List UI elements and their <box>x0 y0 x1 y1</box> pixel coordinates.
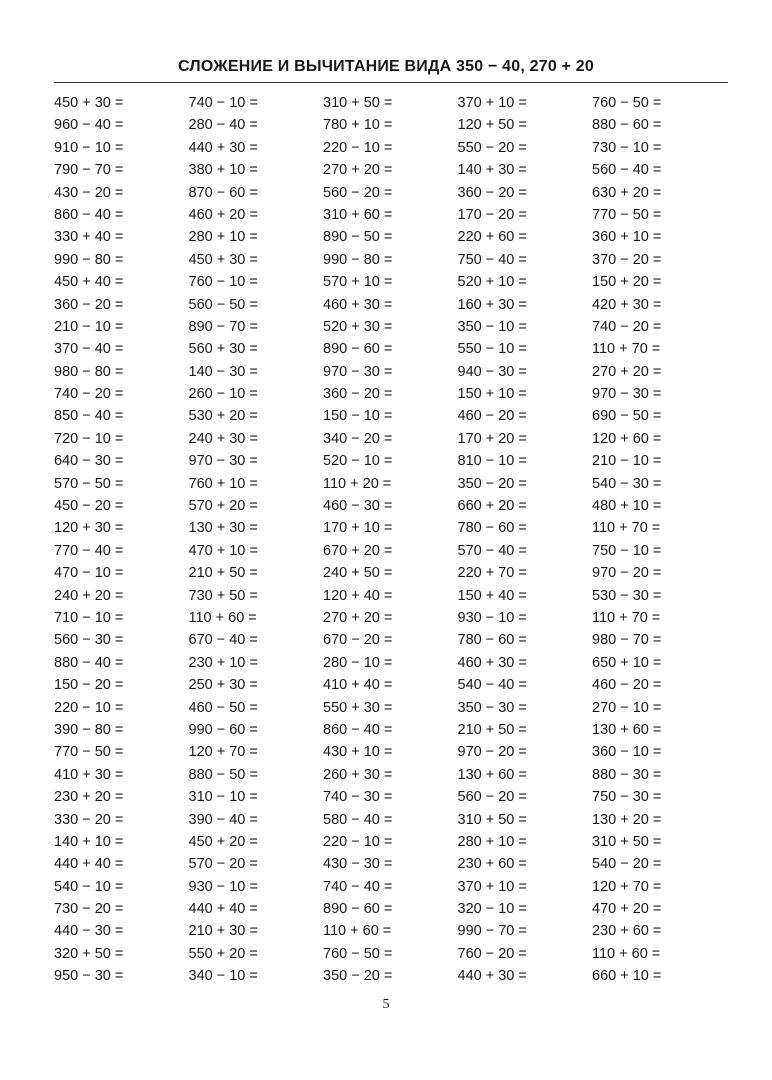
exercise-item: 150 − 20 = <box>54 677 124 694</box>
exercise-item: 890 − 50 = <box>323 229 393 246</box>
exercise-item: 150 − 10 = <box>323 408 393 425</box>
exercise-item: 670 − 40 = <box>188 632 258 649</box>
exercise-item: 880 − 60 = <box>592 117 662 134</box>
exercise-item: 860 − 40 = <box>54 206 124 223</box>
exercise-item: 420 + 30 = <box>592 296 662 313</box>
title-underline <box>54 82 728 83</box>
exercise-item: 440 + 30 = <box>188 139 258 156</box>
exercise-item: 890 − 70 = <box>188 318 258 335</box>
exercise-item: 230 + 10 = <box>188 654 258 671</box>
exercise-item: 160 + 30 = <box>457 296 527 313</box>
exercise-item: 140 + 10 = <box>54 833 124 850</box>
exercise-item: 450 − 20 = <box>54 498 124 515</box>
exercise-item: 990 − 80 = <box>323 251 393 268</box>
exercise-item: 240 + 50 = <box>323 565 393 582</box>
exercise-item: 380 + 10 = <box>188 162 258 179</box>
exercise-item: 870 − 60 = <box>188 184 258 201</box>
exercise-item: 370 − 20 = <box>592 251 662 268</box>
exercise-item: 410 + 40 = <box>323 677 393 694</box>
exercise-item: 750 − 10 = <box>592 542 662 559</box>
exercise-item: 270 + 20 = <box>323 609 393 626</box>
exercise-item: 640 − 30 = <box>54 453 124 470</box>
exercise-item: 220 + 70 = <box>457 565 527 582</box>
exercise-item: 110 + 60 = <box>592 945 661 962</box>
exercise-grid <box>54 92 734 988</box>
exercise-item: 770 − 40 = <box>54 542 124 559</box>
exercise-item: 980 − 70 = <box>592 632 662 649</box>
exercise-item: 790 − 70 = <box>54 162 124 179</box>
exercise-item: 130 + 30 = <box>188 520 258 537</box>
exercise-item: 760 − 50 = <box>592 95 662 111</box>
exercise-item: 550 + 20 = <box>188 945 258 962</box>
exercise-item: 280 + 10 = <box>457 833 527 850</box>
exercise-item: 210 − 10 = <box>592 453 662 470</box>
exercise-item: 170 + 20 = <box>457 430 527 447</box>
exercise-item: 520 + 10 = <box>457 274 527 291</box>
exercise-item: 710 − 10 = <box>54 609 124 626</box>
exercise-item: 130 + 20 = <box>592 811 662 828</box>
exercise-item: 220 + 60 = <box>457 229 527 246</box>
exercise-item: 450 + 20 = <box>188 833 258 850</box>
exercise-item: 540 − 40 = <box>457 677 527 694</box>
exercise-item: 230 + 20 = <box>54 789 124 806</box>
exercise-item: 450 + 30 = <box>54 95 124 111</box>
exercise-item: 460 − 20 = <box>592 677 662 694</box>
exercise-item: 110 + 60 = <box>188 609 257 626</box>
exercise-item: 360 − 10 = <box>592 744 662 761</box>
exercise-item: 970 − 30 = <box>323 363 393 380</box>
exercise-item: 330 − 20 = <box>54 811 124 828</box>
exercise-item: 570 + 10 = <box>323 274 393 291</box>
exercise-item: 260 − 10 = <box>188 386 258 403</box>
exercise-item: 310 + 50 = <box>592 833 662 850</box>
exercise-item: 440 + 40 = <box>54 856 124 873</box>
exercise-item: 310 + 50 = <box>323 95 393 111</box>
exercise-item: 740 − 20 = <box>54 386 124 403</box>
exercise-item: 350 − 20 = <box>457 475 527 492</box>
exercise-item: 150 + 40 = <box>457 587 527 604</box>
exercise-item: 560 − 50 = <box>188 296 258 313</box>
exercise-item: 520 − 10 = <box>323 453 393 470</box>
exercise-item: 240 + 30 = <box>188 430 258 447</box>
exercise-item: 890 − 60 = <box>323 341 393 358</box>
exercise-item: 810 − 10 = <box>457 453 527 470</box>
exercise-item: 430 + 10 = <box>323 744 393 761</box>
exercise-item: 530 − 30 = <box>592 587 662 604</box>
exercise-item: 550 + 30 = <box>323 699 393 716</box>
exercise-item: 570 − 40 = <box>457 542 527 559</box>
exercise-item: 120 + 60 = <box>592 430 662 447</box>
exercise-item: 370 + 10 = <box>457 95 527 111</box>
exercise-item: 220 − 10 = <box>323 139 393 156</box>
exercise-item: 560 − 20 = <box>457 789 527 806</box>
exercise-item: 120 + 50 = <box>457 117 527 134</box>
exercise-item: 880 − 50 = <box>188 766 258 783</box>
exercise-item: 210 + 50 = <box>188 565 258 582</box>
exercise-item: 120 + 40 = <box>323 587 393 604</box>
exercise-item: 730 + 50 = <box>188 587 258 604</box>
exercise-item: 970 − 30 = <box>592 386 662 403</box>
exercise-item: 140 − 30 = <box>188 363 258 380</box>
exercise-item: 310 + 60 = <box>323 206 393 223</box>
exercise-item: 530 + 20 = <box>188 408 258 425</box>
exercise-item: 260 + 30 = <box>323 766 393 783</box>
exercise-item: 370 + 10 = <box>457 878 527 895</box>
exercise-item: 390 − 40 = <box>188 811 258 828</box>
exercise-item: 990 − 80 = <box>54 251 124 268</box>
exercise-item: 740 − 10 = <box>188 95 258 111</box>
exercise-item: 540 − 20 = <box>592 856 662 873</box>
exercise-item: 390 − 80 = <box>54 721 124 738</box>
exercise-item: 570 − 20 = <box>188 856 258 873</box>
exercise-item: 770 − 50 = <box>54 744 124 761</box>
exercise-item: 770 − 50 = <box>592 206 662 223</box>
exercise-item: 750 − 30 = <box>592 789 662 806</box>
exercise-item: 560 + 30 = <box>188 341 258 358</box>
exercise-item: 210 + 50 = <box>457 721 527 738</box>
exercise-item: 150 + 20 = <box>592 274 662 291</box>
exercise-item: 960 − 40 = <box>54 117 124 134</box>
exercise-item: 550 − 10 = <box>457 341 527 358</box>
exercise-item: 270 + 20 = <box>592 363 662 380</box>
exercise-item: 470 + 20 = <box>592 901 662 918</box>
exercise-item: 360 − 20 = <box>323 386 393 403</box>
exercise-item: 460 + 30 = <box>457 654 527 671</box>
exercise-item: 460 − 20 = <box>457 408 527 425</box>
exercise-item: 450 + 30 = <box>188 251 258 268</box>
page-number: 5 <box>382 997 390 1012</box>
exercise-item: 780 − 60 = <box>457 632 527 649</box>
exercise-item: 560 − 20 = <box>323 184 393 201</box>
exercise-item: 460 + 20 = <box>188 206 258 223</box>
exercise-item: 460 − 50 = <box>188 699 258 716</box>
page-title: СЛОЖЕНИЕ И ВЫЧИТАНИЕ ВИДА 350 − 40, 270 + 20 <box>178 58 594 75</box>
exercise-item: 110 + 60 = <box>323 923 392 940</box>
exercise-item: 660 + 20 = <box>457 498 527 515</box>
exercise-item: 360 + 10 = <box>592 229 662 246</box>
exercise-item: 970 − 20 = <box>592 565 662 582</box>
exercise-item: 570 − 50 = <box>54 475 124 492</box>
exercise-item: 280 − 10 = <box>323 654 393 671</box>
exercise-item: 310 + 50 = <box>457 811 527 828</box>
exercise-column <box>189 92 324 988</box>
exercise-item: 130 + 60 = <box>457 766 527 783</box>
exercise-item: 240 + 20 = <box>54 587 124 604</box>
exercise-item: 230 + 60 = <box>457 856 527 873</box>
exercise-item: 320 − 10 = <box>457 901 527 918</box>
exercise-item: 970 − 30 = <box>188 453 258 470</box>
exercise-item: 550 − 20 = <box>457 139 527 156</box>
exercise-item: 720 − 10 = <box>54 430 124 447</box>
exercise-item: 740 − 40 = <box>323 878 393 895</box>
exercise-item: 350 − 10 = <box>457 318 527 335</box>
exercise-item: 760 + 10 = <box>188 475 258 492</box>
exercise-item: 330 + 40 = <box>54 229 124 246</box>
exercise-item: 760 − 10 = <box>188 274 258 291</box>
exercise-item: 120 + 70 = <box>592 878 662 895</box>
exercise-item: 740 − 20 = <box>592 318 662 335</box>
exercise-item: 350 − 20 = <box>323 968 393 985</box>
exercise-item: 320 + 50 = <box>54 945 124 962</box>
exercise-item: 860 − 40 = <box>323 721 393 738</box>
exercise-column <box>323 92 458 988</box>
exercise-item: 690 − 50 = <box>592 408 662 425</box>
exercise-item: 430 − 30 = <box>323 856 393 873</box>
exercise-item: 110 + 70 = <box>592 341 661 358</box>
exercise-item: 220 − 10 = <box>323 833 393 850</box>
exercise-item: 360 − 20 = <box>457 184 527 201</box>
exercise-item: 270 + 20 = <box>323 162 393 179</box>
exercise-item: 250 + 30 = <box>188 677 258 694</box>
exercise-item: 780 + 10 = <box>323 117 393 134</box>
exercise-item: 740 − 30 = <box>323 789 393 806</box>
exercise-item: 880 − 40 = <box>54 654 124 671</box>
exercise-item: 480 + 10 = <box>592 498 662 515</box>
exercise-item: 990 − 70 = <box>457 923 527 940</box>
exercise-item: 560 − 30 = <box>54 632 124 649</box>
exercise-item: 170 − 20 = <box>457 206 527 223</box>
exercise-item: 450 + 40 = <box>54 274 124 291</box>
exercise-item: 520 + 30 = <box>323 318 393 335</box>
exercise-item: 560 − 40 = <box>592 162 662 179</box>
exercise-item: 730 − 20 = <box>54 901 124 918</box>
exercise-item: 270 − 10 = <box>592 699 662 716</box>
exercise-item: 440 + 30 = <box>457 968 527 985</box>
exercise-item: 430 − 20 = <box>54 184 124 201</box>
exercise-item: 170 + 10 = <box>323 520 393 537</box>
exercise-item: 930 − 10 = <box>457 609 527 626</box>
exercise-item: 120 + 30 = <box>54 520 124 537</box>
exercise-item: 340 − 20 = <box>323 430 393 447</box>
exercise-item: 910 − 10 = <box>54 139 124 156</box>
exercise-item: 210 − 10 = <box>54 318 124 335</box>
exercise-item: 280 + 10 = <box>188 229 258 246</box>
exercise-item: 140 + 30 = <box>457 162 527 179</box>
exercise-item: 780 − 60 = <box>457 520 527 537</box>
exercise-column <box>458 92 593 988</box>
exercise-item: 670 + 20 = <box>323 542 393 559</box>
exercise-item: 230 + 60 = <box>592 923 662 940</box>
exercise-item: 280 − 40 = <box>188 117 258 134</box>
exercise-item: 950 − 30 = <box>54 968 124 985</box>
exercise-item: 760 − 20 = <box>457 945 527 962</box>
exercise-item: 440 − 30 = <box>54 923 124 940</box>
exercise-column <box>54 92 189 988</box>
exercise-item: 750 − 40 = <box>457 251 527 268</box>
exercise-item: 650 + 10 = <box>592 654 662 671</box>
exercise-item: 410 + 30 = <box>54 766 124 783</box>
exercise-item: 540 − 10 = <box>54 878 124 895</box>
exercise-item: 730 − 10 = <box>592 139 662 156</box>
exercise-item: 880 − 30 = <box>592 766 662 783</box>
exercise-item: 990 − 60 = <box>188 721 258 738</box>
exercise-item: 340 − 10 = <box>188 968 258 985</box>
exercise-item: 980 − 80 = <box>54 363 124 380</box>
exercise-column <box>592 92 727 988</box>
exercise-item: 360 − 20 = <box>54 296 124 313</box>
exercise-item: 440 + 40 = <box>188 901 258 918</box>
exercise-item: 670 − 20 = <box>323 632 393 649</box>
exercise-item: 890 − 60 = <box>323 901 393 918</box>
exercise-item: 120 + 70 = <box>188 744 258 761</box>
exercise-item: 630 + 20 = <box>592 184 662 201</box>
exercise-item: 570 + 20 = <box>188 498 258 515</box>
exercise-item: 540 − 30 = <box>592 475 662 492</box>
exercise-item: 460 − 30 = <box>323 498 393 515</box>
exercise-item: 660 + 10 = <box>592 968 662 985</box>
exercise-item: 310 − 10 = <box>188 789 258 806</box>
exercise-item: 970 − 20 = <box>457 744 527 761</box>
exercise-item: 350 − 30 = <box>457 699 527 716</box>
exercise-item: 110 + 20 = <box>323 475 392 492</box>
exercise-item: 220 − 10 = <box>54 699 124 716</box>
exercise-item: 580 − 40 = <box>323 811 393 828</box>
exercise-item: 210 + 30 = <box>188 923 258 940</box>
exercise-item: 150 + 10 = <box>457 386 527 403</box>
exercise-item: 470 − 10 = <box>54 565 124 582</box>
exercise-item: 470 + 10 = <box>188 542 258 559</box>
exercise-item: 370 − 40 = <box>54 341 124 358</box>
exercise-item: 460 + 30 = <box>323 296 393 313</box>
exercise-item: 110 + 70 = <box>592 609 661 626</box>
exercise-item: 850 − 40 = <box>54 408 124 425</box>
exercise-item: 940 − 30 = <box>457 363 527 380</box>
exercise-item: 130 + 60 = <box>592 721 662 738</box>
exercise-item: 760 − 50 = <box>323 945 393 962</box>
exercise-item: 110 + 70 = <box>592 520 661 537</box>
exercise-item: 930 − 10 = <box>188 878 258 895</box>
